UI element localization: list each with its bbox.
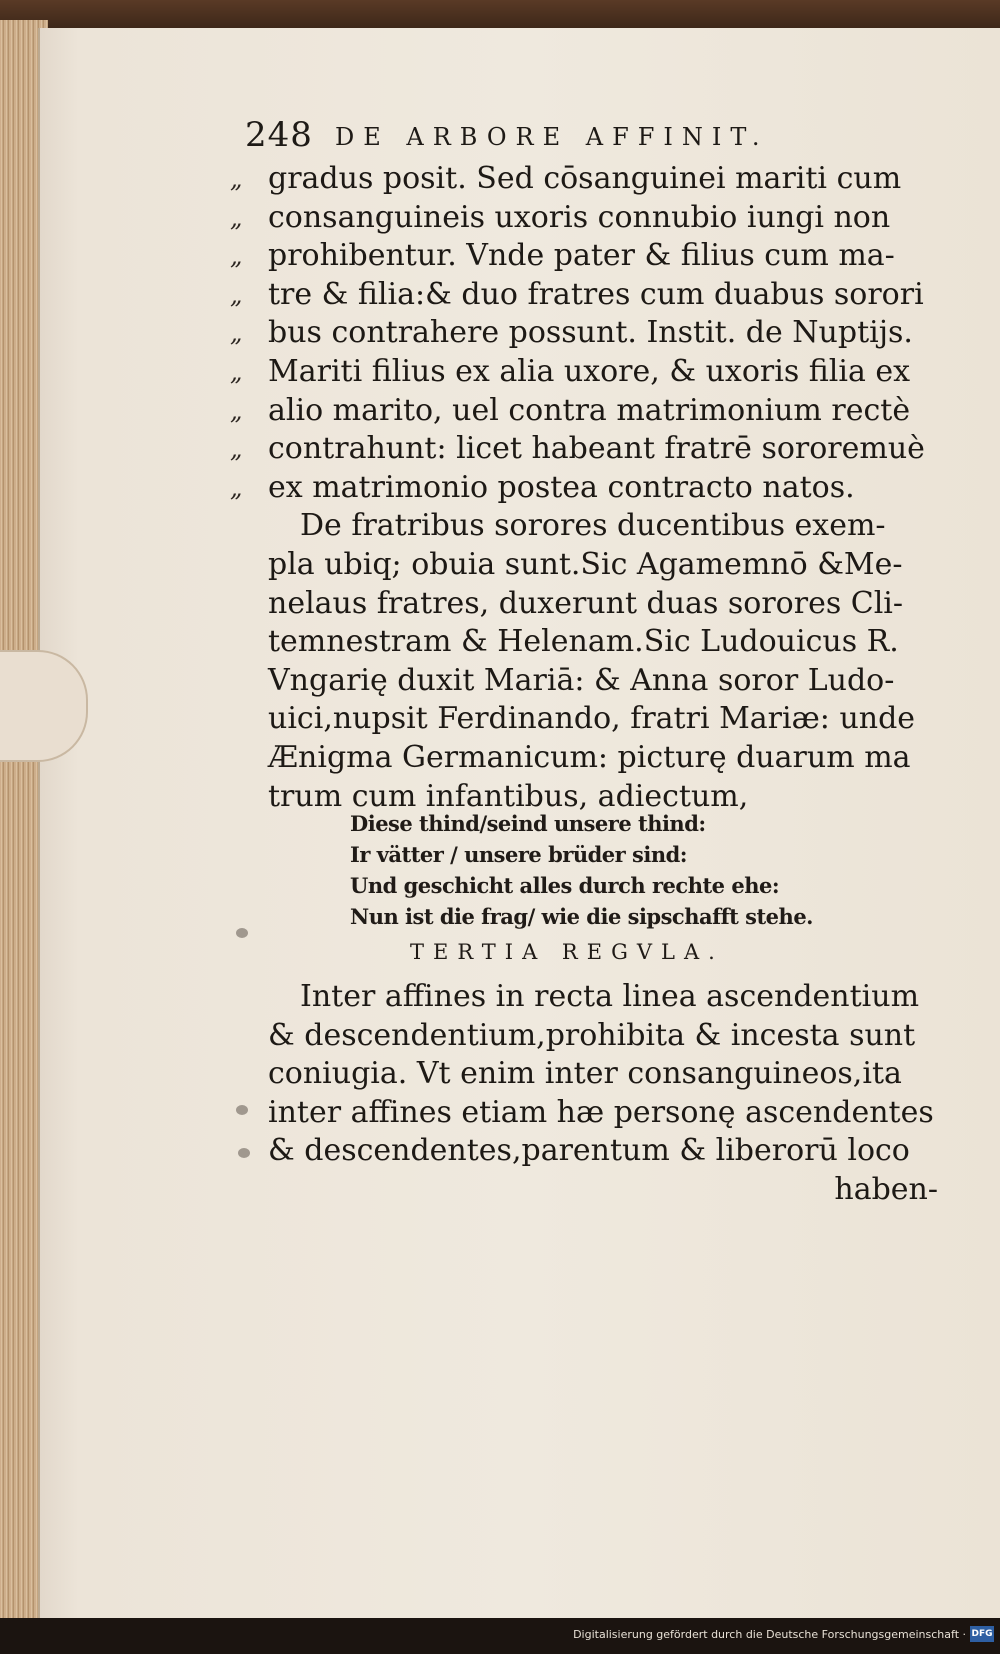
line-text: temnestram & Helenam.Sic Ludouicus R. [268,624,899,660]
verse-line: Nun ist die frag/ wie die sipschafft stehe. [350,904,813,929]
text-line [232,546,948,585]
text-line [232,199,948,238]
running-head [245,115,935,159]
line-text: De fratribus sorores ducentibus exem- [300,508,886,544]
line-text: tre & filia:& duo fratres cum duabus sorori [268,276,924,312]
line-text: Mariti filius ex alia uxore, & uxoris filia ex [268,353,911,389]
main-text-block [232,160,948,816]
quote-mark: „ [230,435,243,464]
text-line [232,392,948,431]
ink-smudge [236,1105,248,1115]
text-line [232,430,948,469]
line-text: contrahunt: licet habeant fratrē sororemuè [268,431,925,467]
text-line [232,1132,948,1171]
line-text: gradus posit. Sed cōsanguinei mariti cum [268,161,902,196]
quote-mark: „ [230,357,243,386]
text-line [232,507,948,546]
book-top-edge [0,0,1000,30]
line-text: & descendentium,prohibita & incesta sunt [268,1017,916,1053]
text-line [232,1094,948,1133]
text-line [232,585,948,624]
text-line [232,160,948,199]
verse-line: Diese thind/seind unsere thind: [350,811,706,836]
text-line [232,353,948,392]
digitization-footer [0,1618,1000,1654]
line-text: consanguineis uxoris connubio iungi non [268,199,891,235]
quote-mark: „ [230,242,243,271]
text-line [232,1055,948,1094]
line-text: Vngarię duxit Mariā: & Anna soror Ludo- [268,662,895,698]
line-text: coniugia. Vt enim inter consanguineos,ita [268,1056,902,1092]
page-number: 248 [245,115,313,155]
text-line [232,237,948,276]
line-text: ex matrimonio postea contracto natos. [268,469,855,505]
line-text: Ænigma Germanicum: picturę duarum ma [268,739,911,775]
text-line [232,700,948,739]
ink-smudge [238,1148,250,1158]
quote-mark: „ [230,473,243,502]
rule-text-block [232,978,948,1210]
text-line [232,276,948,315]
line-text: trum cum infantibus, adiectum, [268,778,749,814]
line-text: nelaus fratres, duxerunt duas sorores Cli- [268,585,904,621]
line-text: & descendentes,parentum & liberorū loco [268,1133,910,1169]
line-text: haben- [834,1171,938,1207]
verse-line: Und geschicht alles durch rechte ehe: [350,873,780,898]
line-text: uici,nupsit Ferdinando, fratri Mariæ: unde [268,701,916,737]
verse-line: Ir vätter / unsere brüder sind: [350,842,688,867]
rule-heading: TERTIA REGVLA. [410,940,724,964]
line-text: alio marito, uel contra matrimonium rectè [268,392,911,428]
quote-mark: „ [230,280,243,309]
running-title: DE ARBORE AFFINIT. [335,123,769,151]
text-line [232,978,948,1017]
line-text: Inter affines in recta linea ascendentium [300,979,920,1014]
line-text: bus contrahere possunt. Instit. de Nuptijs. [268,315,913,351]
text-line [232,739,948,778]
footer-credit: Digitalisierung gefördert durch die Deutsche Forschungsgemeinschaft · [573,1628,966,1641]
ink-smudge [236,928,248,938]
line-text: pla ubiq; obuia sunt.Sic Agamemnō &Me- [268,546,903,582]
text-line [232,314,948,353]
german-verse-block [350,808,813,932]
text-line [232,1017,948,1056]
text-line [232,1171,948,1210]
text-line [232,623,948,662]
bookmark-tab [0,650,88,762]
text-line [232,469,948,508]
dfg-logo: DFG [970,1626,994,1642]
line-text: inter affines etiam hæ personę ascendentes [268,1094,934,1130]
quote-mark: „ [230,319,243,348]
quote-mark: „ [230,203,243,232]
text-line [232,662,948,701]
quote-mark: „ [230,396,243,425]
quote-mark: „ [230,165,243,193]
line-text: prohibentur. Vnde pater & filius cum ma- [268,238,895,274]
